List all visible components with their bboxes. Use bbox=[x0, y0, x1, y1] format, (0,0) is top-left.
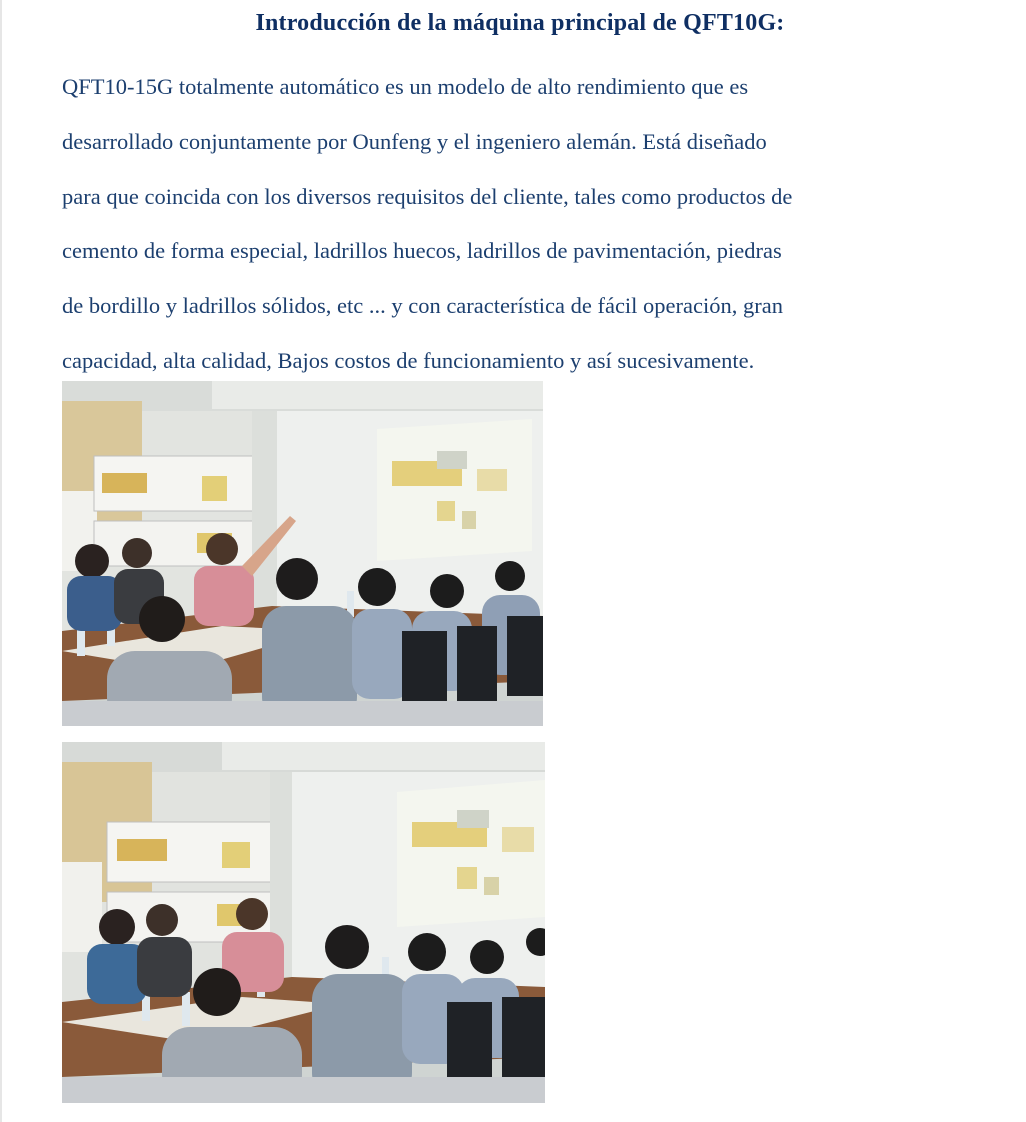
meeting-photo-2 bbox=[62, 742, 545, 1103]
page-left-border bbox=[0, 0, 2, 1122]
paragraph-line: de bordillo y ladrillos sólidos, etc ... y con característica de fácil operación, gran bbox=[62, 293, 783, 319]
paragraph-line: para que coincida con los diversos requisitos del cliente, tales como productos de bbox=[62, 183, 793, 209]
paragraph-line: desarrollado conjuntamente por Ounfeng y el ingeniero alemán. Está diseñado bbox=[62, 128, 767, 154]
meeting-photo-1 bbox=[62, 381, 543, 726]
paragraph-line: capacidad, alta calidad, Bajos costos de funcionamiento y así sucesivamente. bbox=[62, 347, 755, 373]
paragraph-line: QFT10-15G totalmente automático es un modelo de alto rendimiento que es bbox=[62, 74, 749, 99]
document-title: Introducción de la máquina principal de QFT10G: bbox=[255, 10, 785, 36]
paragraph-line: cemento de forma especial, ladrillos huecos, ladrillos de pavimentación, piedras bbox=[62, 238, 782, 264]
intro-paragraph bbox=[62, 60, 992, 389]
